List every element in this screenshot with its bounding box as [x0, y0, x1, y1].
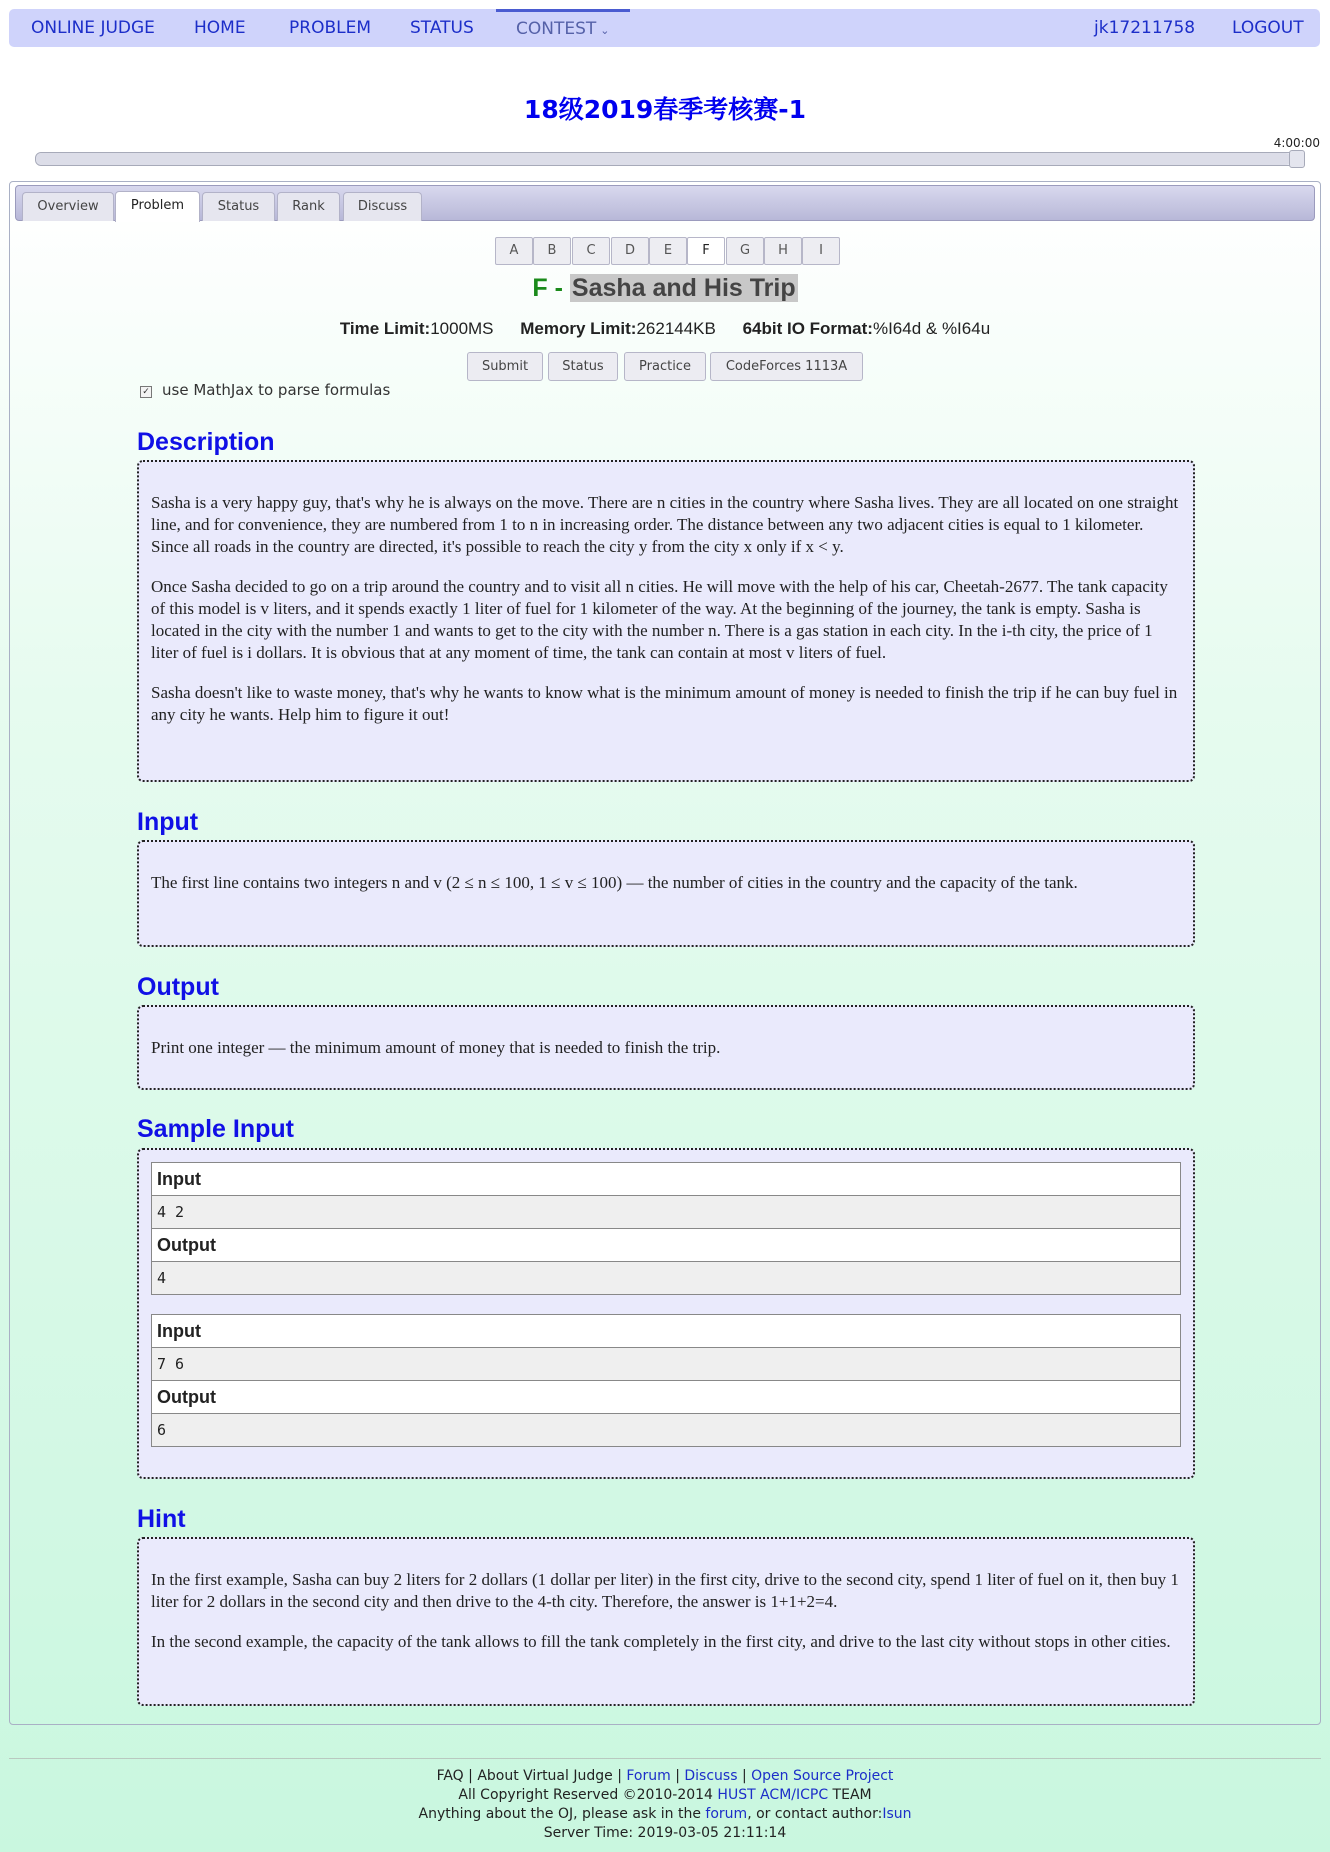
status-button[interactable]: Status — [548, 352, 618, 381]
problem-letter-i[interactable]: I — [802, 237, 840, 265]
description-heading: Description — [137, 428, 275, 456]
problem-code: F - — [532, 274, 570, 302]
mathjax-toggle[interactable] — [140, 381, 390, 399]
tab-problem[interactable]: Problem — [115, 191, 200, 222]
footer-contact-forum-link[interactable]: forum — [705, 1806, 748, 1822]
tab-status[interactable]: Status — [202, 192, 275, 221]
footer-team-link[interactable]: HUST ACM/ICPC — [717, 1787, 829, 1803]
footer-copyright-prefix: All Copyright Reserved ©2010-2014 — [458, 1787, 718, 1803]
input-box — [137, 840, 1195, 947]
contest-progress-fill — [36, 153, 1291, 165]
description-paragraph-3: Sasha doesn't like to waste money, that's why he wants to know what is the minimum amount of money is needed to finish the trip if he can buy fuel in any city he wants. Help him to figure it out! — [151, 683, 1178, 724]
problem-name: Sasha and His Trip — [571, 274, 796, 302]
sample-1-output-label: Output — [152, 1229, 1180, 1262]
nav-contest-dropdown[interactable] — [496, 9, 630, 50]
sample-box — [137, 1148, 1195, 1479]
memory-limit-value: 262144KB — [636, 319, 716, 338]
nav-home-link[interactable]: HOME — [194, 18, 246, 38]
problem-letter-h[interactable]: H — [764, 237, 802, 265]
footer-about: About Virtual Judge — [477, 1768, 613, 1784]
output-heading: Output — [137, 973, 219, 1001]
hint-heading: Hint — [137, 1505, 186, 1533]
input-paragraph: The first line contains two integers n and v (2 ≤ n ≤ 100, 1 ≤ v ≤ 100) — the number of cities in the country and the capacity of the tank. — [151, 873, 1078, 892]
chevron-down-icon: ⌄ — [600, 24, 610, 37]
io-format-value: %I64d & %I64u — [872, 319, 991, 338]
nav-contest-label: CONTEST — [516, 19, 597, 39]
footer-open-source-link[interactable]: Open Source Project — [751, 1768, 894, 1784]
tab-bar — [15, 185, 1315, 221]
footer-copyright-suffix: TEAM — [828, 1787, 872, 1803]
footer-contact-prefix: Anything about the OJ, please ask in the — [418, 1806, 706, 1822]
footer-links-line — [0, 1767, 1330, 1786]
problem-letter-e[interactable]: E — [649, 237, 687, 265]
nav-problem-link[interactable]: PROBLEM — [289, 18, 371, 38]
footer-copyright-line — [0, 1786, 1330, 1805]
io-format-label: 64bit IO Format: — [742, 319, 873, 338]
practice-button[interactable]: Practice — [624, 352, 706, 381]
footer-server-time: Server Time: 2019-03-05 21:11:14 — [543, 1825, 787, 1841]
problem-letter-a[interactable]: A — [495, 237, 533, 265]
problem-letter-d[interactable]: D — [611, 237, 649, 265]
sample-table-2 — [151, 1314, 1181, 1447]
problem-letter-c[interactable]: C — [572, 237, 610, 265]
footer-separator: | — [670, 1768, 685, 1784]
tab-discuss[interactable]: Discuss — [343, 192, 422, 221]
footer-separator: | — [737, 1768, 752, 1784]
nav-status-link[interactable]: STATUS — [410, 18, 474, 38]
footer-separator: | — [463, 1768, 478, 1784]
hint-box — [137, 1537, 1195, 1706]
footer-separator: | — [612, 1768, 627, 1784]
sample-input-heading: Sample Input — [137, 1115, 294, 1143]
hint-paragraph-1: In the first example, Sasha can buy 2 liters for 2 dollars (1 dollar per liter) in the first city, drive to the second city, spend 1 liter of fuel on it, then buy 1 liter for 2 dollars in the second city and then drive to the 4-th city. Therefore, the answer is 1+1+2=4. — [151, 1570, 1179, 1611]
contest-title: 18级2019春季考核赛-1 — [523, 95, 807, 124]
input-heading: Input — [137, 808, 199, 836]
problem-letter-b[interactable]: B — [533, 237, 571, 265]
footer-discuss-link[interactable]: Discuss — [684, 1768, 738, 1784]
sample-2-input-value: 7 6 — [152, 1348, 1180, 1381]
memory-limit-label: Memory Limit: — [520, 319, 637, 338]
footer-contact-mid: , or contact author: — [747, 1806, 883, 1822]
sample-2-output-value: 6 — [152, 1414, 1180, 1446]
output-box — [137, 1005, 1195, 1090]
footer — [0, 1767, 1330, 1843]
sample-table-1 — [151, 1162, 1181, 1295]
tab-rank[interactable]: Rank — [277, 192, 340, 221]
contest-progress-bar — [35, 152, 1305, 166]
problem-letter-g[interactable]: G — [726, 237, 764, 265]
contest-panel — [9, 181, 1321, 1725]
footer-divider — [9, 1758, 1321, 1759]
nav-logout-link[interactable]: LOGOUT — [1232, 18, 1304, 38]
footer-contact-line — [0, 1805, 1330, 1824]
time-limit-value: 1000MS — [430, 319, 494, 338]
problem-limits — [0, 319, 1330, 339]
top-nav — [9, 9, 1320, 47]
time-limit-label: Time Limit: — [339, 319, 431, 338]
tab-overview[interactable]: Overview — [22, 192, 114, 221]
sample-1-output-value: 4 — [152, 1262, 1180, 1294]
problem-letter-f[interactable]: F — [687, 237, 725, 265]
footer-faq: FAQ — [436, 1768, 464, 1784]
output-paragraph: Print one integer — the minimum amount of money that is needed to finish the trip. — [151, 1038, 721, 1057]
sample-2-output-label: Output — [152, 1381, 1180, 1414]
mathjax-checkbox[interactable]: ✓ — [140, 386, 152, 398]
description-paragraph-1: Sasha is a very happy guy, that's why he is always on the move. There are n cities in the country where Sasha lives. They are all located on one straight line, and for convenience, they are numbered from 1 to n in increasing order. The distance between any two adjacent cities is equal to 1 kilometer. Since all roads in the country are directed, it's possible to reach the city y from the city x only if x < y. — [151, 493, 1179, 556]
footer-author-link[interactable]: Isun — [882, 1806, 912, 1822]
origin-link-button[interactable]: CodeForces 1113A — [710, 352, 863, 381]
contest-progress-handle — [1289, 150, 1305, 168]
sample-1-input-value: 4 2 — [152, 1196, 1180, 1229]
sample-1-input-label: Input — [152, 1163, 1180, 1196]
nav-brand-link[interactable]: ONLINE JUDGE — [31, 18, 155, 38]
problem-title — [0, 274, 1330, 303]
submit-button[interactable]: Submit — [467, 352, 543, 381]
contest-time-label: 4:00:00 — [1273, 136, 1320, 150]
nav-user-link[interactable]: jk17211758 — [1094, 18, 1196, 38]
mathjax-label: use MathJax to parse formulas — [162, 381, 391, 399]
hint-paragraph-2: In the second example, the capacity of the tank allows to fill the tank completely in the first city, and drive to the last city without stops in other cities. — [151, 1632, 1171, 1651]
footer-forum-link[interactable]: Forum — [626, 1768, 671, 1784]
sample-2-input-label: Input — [152, 1315, 1180, 1348]
description-paragraph-2: Once Sasha decided to go on a trip around the country and to visit all n cities. He will move with the help of his car, Cheetah-2677. The tank capacity of this model is v liters, and it spends exactly 1 liter of fuel for 1 kilometer of the way. At the beginning of the journey, the tank is empty. Sasha is located in the city with the number 1 and wants to get to the city with the number n. There is a gas station in each city. In the i-th city, the price of 1 liter of fuel is i dollars. It is obvious that at any moment of time, the tank can contain at most v liters of fuel. — [151, 577, 1168, 662]
description-box — [137, 460, 1195, 782]
